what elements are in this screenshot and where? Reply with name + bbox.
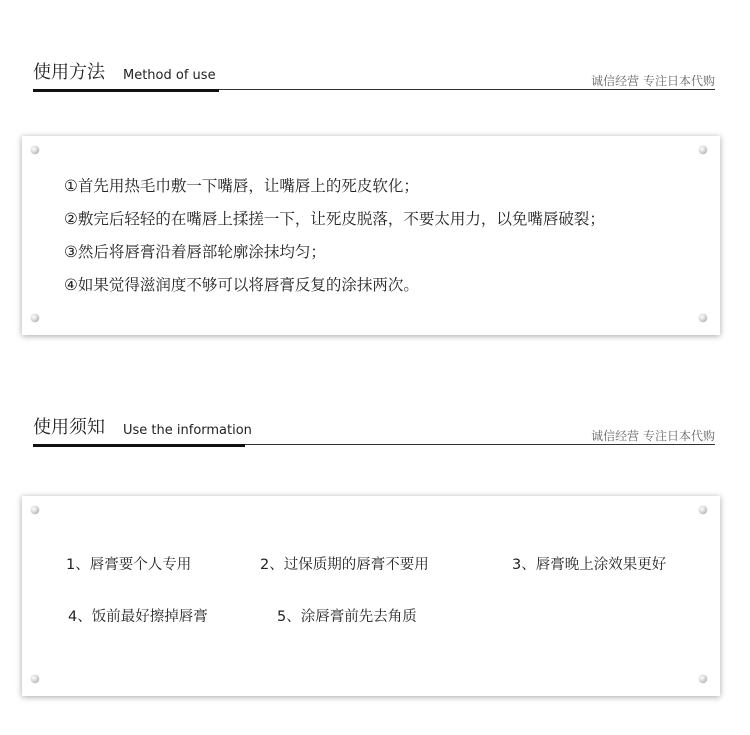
pin-icon (31, 506, 39, 514)
notice-item: 2、过保质期的唇膏不要用 (260, 557, 429, 573)
method-title-cn: 使用方法 (33, 62, 105, 83)
info-card (22, 496, 720, 696)
pin-icon (31, 314, 39, 322)
pin-icon (699, 506, 707, 514)
info-section-header (33, 405, 715, 445)
info-title-en: Use the information (123, 423, 252, 438)
pin-icon (699, 314, 707, 322)
method-steps-list (64, 170, 605, 302)
info-slogan: 诚信经营 专注日本代购 (591, 429, 715, 443)
method-title-en: Method of use (123, 68, 216, 83)
notice-item: 5、涂唇膏前先去角质 (277, 609, 417, 625)
notice-item: 3、唇膏晚上涂效果更好 (512, 557, 667, 573)
method-divider-accent (33, 89, 219, 92)
method-step: ①首先用热毛巾敷一下嘴唇，让嘴唇上的死皮软化； (64, 177, 419, 195)
method-card (22, 136, 720, 335)
pin-icon (699, 675, 707, 683)
info-divider-accent (33, 444, 245, 447)
pin-icon (699, 146, 707, 154)
notice-item: 1、唇膏要个人专用 (66, 557, 192, 573)
pin-icon (31, 675, 39, 683)
method-step: ③然后将唇膏沿着唇部轮廓涂抹均匀； (64, 243, 326, 261)
info-title-cn: 使用须知 (33, 417, 105, 438)
method-section-header (33, 50, 715, 90)
method-step: ④如果觉得滋润度不够可以将唇膏反复的涂抹两次。 (64, 276, 419, 294)
notice-item: 4、饭前最好擦掉唇膏 (68, 609, 208, 625)
pin-icon (31, 146, 39, 154)
method-slogan: 诚信经营 专注日本代购 (591, 74, 715, 88)
method-step: ②敷完后轻轻的在嘴唇上揉搓一下，让死皮脱落，不要太用力，以免嘴唇破裂； (64, 210, 605, 228)
